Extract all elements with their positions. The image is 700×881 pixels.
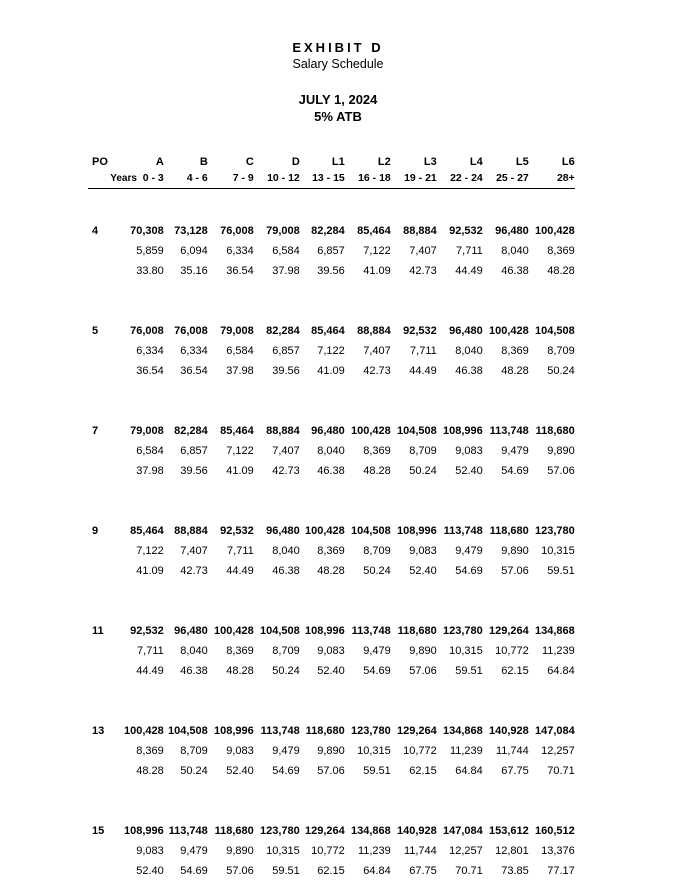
monthly-value: 7,711: [391, 341, 437, 361]
hourly-value: 46.38: [164, 661, 208, 681]
annual-value: 134,868: [345, 821, 391, 841]
hourly-rate-row: [88, 561, 575, 581]
monthly-value: 8,369: [483, 341, 529, 361]
monthly-value: 9,479: [254, 741, 300, 761]
annual-value: 88,884: [164, 521, 208, 541]
hourly-rate-row: [88, 761, 575, 781]
years-label: Years: [110, 173, 137, 184]
po-level: [88, 561, 124, 581]
monthly-salary-row: [88, 841, 575, 861]
annual-value: 153,612: [483, 821, 529, 841]
step-header: D: [254, 148, 300, 168]
effective-date: JULY 1, 2024: [0, 92, 676, 107]
monthly-value: 13,376: [529, 841, 575, 861]
years-range-row: [88, 168, 575, 189]
hourly-value: 48.28: [300, 561, 345, 581]
monthly-value: 10,315: [345, 741, 391, 761]
hourly-value: 36.54: [208, 261, 254, 281]
years-range: 0 - 3: [143, 172, 164, 184]
hourly-value: 54.69: [483, 461, 529, 481]
annual-value: 118,680: [529, 421, 575, 441]
hourly-value: 41.09: [124, 561, 164, 581]
annual-value: 160,512: [529, 821, 575, 841]
annual-value: 129,264: [483, 621, 529, 641]
annual-value: 118,680: [483, 521, 529, 541]
hourly-value: 62.15: [300, 861, 345, 881]
annual-value: 100,428: [345, 421, 391, 441]
years-range: 10 - 12: [254, 168, 300, 189]
monthly-value: 9,083: [437, 441, 483, 461]
annual-value: 100,428: [208, 621, 254, 641]
annual-value: 123,780: [437, 621, 483, 641]
monthly-value: 9,890: [483, 541, 529, 561]
po-level: 13: [88, 721, 124, 741]
hourly-value: 36.54: [124, 361, 164, 381]
hourly-value: 37.98: [208, 361, 254, 381]
annual-value: 129,264: [391, 721, 437, 741]
monthly-salary-row: [88, 341, 575, 361]
hourly-value: 48.28: [208, 661, 254, 681]
hourly-value: 50.24: [529, 361, 575, 381]
po-level: 9: [88, 521, 124, 541]
annual-value: 113,748: [345, 621, 391, 641]
monthly-salary-row: [88, 741, 575, 761]
hourly-value: 39.56: [164, 461, 208, 481]
exhibit-title: EXHIBIT D: [0, 40, 676, 55]
annual-value: 140,928: [391, 821, 437, 841]
hourly-value: 48.28: [529, 261, 575, 281]
step-header: B: [164, 148, 208, 168]
hourly-value: 46.38: [437, 361, 483, 381]
po-level: [88, 441, 124, 461]
hourly-value: 64.84: [529, 661, 575, 681]
group-spacer: [88, 381, 575, 421]
annual-value: 92,532: [124, 621, 164, 641]
monthly-value: 10,772: [300, 841, 345, 861]
po-level: [88, 341, 124, 361]
hourly-value: 37.98: [124, 461, 164, 481]
years-range: 16 - 18: [345, 168, 391, 189]
monthly-value: 7,711: [437, 241, 483, 261]
po-header: PO: [88, 148, 124, 168]
monthly-value: 10,315: [529, 541, 575, 561]
annual-value: 113,748: [164, 821, 208, 841]
monthly-value: 12,257: [529, 741, 575, 761]
monthly-value: 8,369: [208, 641, 254, 661]
monthly-value: 9,083: [300, 641, 345, 661]
hourly-value: 77.17: [529, 861, 575, 881]
hourly-value: 52.40: [208, 761, 254, 781]
annual-value: 108,996: [391, 521, 437, 541]
years-range: 22 - 24: [437, 168, 483, 189]
hourly-value: 57.06: [391, 661, 437, 681]
annual-value: 85,464: [300, 321, 345, 341]
annual-value: 92,532: [208, 521, 254, 541]
hourly-value: 35.16: [164, 261, 208, 281]
column-code-row: [88, 148, 575, 168]
monthly-value: 6,857: [300, 241, 345, 261]
annual-value: 100,428: [124, 721, 164, 741]
step-header: L1: [300, 148, 345, 168]
annual-value: 88,884: [254, 421, 300, 441]
hourly-value: 57.06: [529, 461, 575, 481]
monthly-value: 7,122: [208, 441, 254, 461]
hourly-value: 50.24: [164, 761, 208, 781]
monthly-value: 9,083: [124, 841, 164, 861]
annual-value: 113,748: [254, 721, 300, 741]
hourly-value: 59.51: [529, 561, 575, 581]
hourly-value: 48.28: [483, 361, 529, 381]
spacer-cell: [88, 781, 575, 821]
hourly-value: 67.75: [483, 761, 529, 781]
monthly-value: 10,315: [254, 841, 300, 861]
years-range: 19 - 21: [391, 168, 437, 189]
hourly-value: 42.73: [164, 561, 208, 581]
group-spacer: [88, 189, 575, 222]
po-level: [88, 761, 124, 781]
hourly-value: 41.09: [345, 261, 391, 281]
monthly-value: 5,859: [124, 241, 164, 261]
monthly-value: 7,122: [345, 241, 391, 261]
po-level: [88, 541, 124, 561]
monthly-value: 11,239: [437, 741, 483, 761]
hourly-value: 59.51: [345, 761, 391, 781]
annual-value: 96,480: [254, 521, 300, 541]
po-level: [88, 661, 124, 681]
annual-value: 113,748: [483, 421, 529, 441]
annual-value: 129,264: [300, 821, 345, 841]
annual-salary-row: [88, 221, 575, 241]
monthly-value: 9,479: [164, 841, 208, 861]
monthly-value: 8,369: [300, 541, 345, 561]
po-level: [88, 741, 124, 761]
spacer-cell: [88, 381, 575, 421]
hourly-value: 39.56: [254, 361, 300, 381]
monthly-value: 11,239: [529, 641, 575, 661]
po-level: 7: [88, 421, 124, 441]
monthly-value: 8,040: [254, 541, 300, 561]
monthly-value: 12,801: [483, 841, 529, 861]
hourly-value: 62.15: [483, 661, 529, 681]
annual-value: 134,868: [529, 621, 575, 641]
hourly-value: 42.73: [391, 261, 437, 281]
annual-value: 100,428: [300, 521, 345, 541]
po-level: 5: [88, 321, 124, 341]
hourly-value: 50.24: [391, 461, 437, 481]
hourly-value: 54.69: [345, 661, 391, 681]
monthly-value: 9,479: [437, 541, 483, 561]
hourly-value: 46.38: [483, 261, 529, 281]
monthly-value: 6,334: [124, 341, 164, 361]
step-header: C: [208, 148, 254, 168]
annual-value: 147,084: [529, 721, 575, 741]
monthly-value: 6,584: [124, 441, 164, 461]
spacer-cell: [88, 581, 575, 621]
monthly-value: 7,407: [345, 341, 391, 361]
annual-value: 76,008: [164, 321, 208, 341]
hourly-value: 54.69: [164, 861, 208, 881]
annual-salary-row: [88, 521, 575, 541]
spacer-cell: [88, 189, 575, 222]
years-range: 25 - 27: [483, 168, 529, 189]
po-level: [88, 361, 124, 381]
hourly-value: 41.09: [208, 461, 254, 481]
annual-value: 140,928: [483, 721, 529, 741]
annual-value: 85,464: [208, 421, 254, 441]
po-level: [88, 461, 124, 481]
monthly-value: 6,094: [164, 241, 208, 261]
monthly-value: 9,083: [391, 541, 437, 561]
monthly-value: 8,709: [391, 441, 437, 461]
monthly-value: 10,315: [437, 641, 483, 661]
hourly-value: 70.71: [529, 761, 575, 781]
annual-value: 88,884: [391, 221, 437, 241]
hourly-value: 44.49: [124, 661, 164, 681]
step-header: A: [124, 148, 164, 168]
hourly-value: 64.84: [437, 761, 483, 781]
monthly-value: 6,334: [208, 241, 254, 261]
monthly-value: 7,407: [164, 541, 208, 561]
hourly-value: 57.06: [483, 561, 529, 581]
hourly-value: 64.84: [345, 861, 391, 881]
hourly-rate-row: [88, 361, 575, 381]
annual-value: 100,428: [483, 321, 529, 341]
monthly-value: 9,083: [208, 741, 254, 761]
hourly-value: 46.38: [300, 461, 345, 481]
monthly-salary-row: [88, 641, 575, 661]
monthly-salary-row: [88, 241, 575, 261]
annual-value: 104,508: [164, 721, 208, 741]
hourly-value: 42.73: [254, 461, 300, 481]
annual-salary-row: [88, 821, 575, 841]
hourly-value: 54.69: [437, 561, 483, 581]
hourly-value: 70.71: [437, 861, 483, 881]
annual-value: 96,480: [483, 221, 529, 241]
hourly-rate-row: [88, 261, 575, 281]
monthly-value: 11,239: [345, 841, 391, 861]
monthly-value: 12,257: [437, 841, 483, 861]
annual-value: 104,508: [254, 621, 300, 641]
po-level: [88, 861, 124, 881]
hourly-value: 57.06: [300, 761, 345, 781]
years-range: 4 - 6: [164, 168, 208, 189]
hourly-value: 50.24: [254, 661, 300, 681]
hourly-value: 44.49: [437, 261, 483, 281]
monthly-value: 9,890: [300, 741, 345, 761]
annual-value: 79,008: [254, 221, 300, 241]
monthly-value: 8,709: [345, 541, 391, 561]
monthly-value: 8,369: [124, 741, 164, 761]
po-level: 4: [88, 221, 124, 241]
po-level: [88, 841, 124, 861]
monthly-value: 8,369: [345, 441, 391, 461]
spacer-cell: [88, 481, 575, 521]
annual-value: 92,532: [391, 321, 437, 341]
hourly-value: 59.51: [437, 661, 483, 681]
step-header: L5: [483, 148, 529, 168]
po-level: 11: [88, 621, 124, 641]
step-header: L6: [529, 148, 575, 168]
monthly-value: 7,711: [124, 641, 164, 661]
hourly-value: 42.73: [345, 361, 391, 381]
step-header: L3: [391, 148, 437, 168]
hourly-value: 39.56: [300, 261, 345, 281]
atb-label: 5% ATB: [0, 109, 676, 124]
annual-value: 113,748: [437, 521, 483, 541]
step-header: L4: [437, 148, 483, 168]
po-level: [88, 641, 124, 661]
spacer-cell: [88, 281, 575, 321]
hourly-value: 50.24: [345, 561, 391, 581]
monthly-value: 9,890: [529, 441, 575, 461]
monthly-value: 9,890: [391, 641, 437, 661]
hourly-value: 52.40: [124, 861, 164, 881]
monthly-value: 9,479: [345, 641, 391, 661]
group-spacer: [88, 481, 575, 521]
monthly-value: 10,772: [483, 641, 529, 661]
annual-value: 118,680: [391, 621, 437, 641]
hourly-value: 57.06: [208, 861, 254, 881]
hourly-value: 37.98: [254, 261, 300, 281]
monthly-value: 7,407: [391, 241, 437, 261]
annual-value: 85,464: [345, 221, 391, 241]
annual-value: 108,996: [208, 721, 254, 741]
annual-value: 73,128: [164, 221, 208, 241]
po-level: [88, 241, 124, 261]
annual-value: 104,508: [345, 521, 391, 541]
hourly-value: 52.40: [437, 461, 483, 481]
monthly-value: 6,857: [254, 341, 300, 361]
annual-value: 96,480: [300, 421, 345, 441]
monthly-value: 11,744: [391, 841, 437, 861]
hourly-value: 59.51: [254, 861, 300, 881]
annual-value: 123,780: [345, 721, 391, 741]
monthly-value: 8,040: [164, 641, 208, 661]
annual-value: 104,508: [391, 421, 437, 441]
annual-value: 92,532: [437, 221, 483, 241]
annual-value: 82,284: [300, 221, 345, 241]
annual-value: 82,284: [164, 421, 208, 441]
monthly-salary-row: [88, 541, 575, 561]
hourly-value: 48.28: [345, 461, 391, 481]
hourly-value: 52.40: [391, 561, 437, 581]
annual-salary-row: [88, 621, 575, 641]
group-spacer: [88, 681, 575, 721]
annual-value: 76,008: [124, 321, 164, 341]
monthly-value: 6,584: [208, 341, 254, 361]
monthly-value: 11,744: [483, 741, 529, 761]
monthly-value: 6,334: [164, 341, 208, 361]
hourly-rate-row: [88, 461, 575, 481]
annual-value: 79,008: [208, 321, 254, 341]
step-header: L2: [345, 148, 391, 168]
monthly-value: 8,709: [164, 741, 208, 761]
annual-value: 108,996: [300, 621, 345, 641]
annual-value: 118,680: [208, 821, 254, 841]
monthly-value: 7,407: [254, 441, 300, 461]
monthly-value: 8,369: [529, 241, 575, 261]
annual-value: 82,284: [254, 321, 300, 341]
annual-value: 147,084: [437, 821, 483, 841]
hourly-value: 44.49: [208, 561, 254, 581]
annual-salary-row: [88, 721, 575, 741]
annual-value: 70,308: [124, 221, 164, 241]
monthly-value: 8,709: [529, 341, 575, 361]
annual-value: 100,428: [529, 221, 575, 241]
annual-value: 96,480: [164, 621, 208, 641]
group-spacer: [88, 581, 575, 621]
annual-value: 108,996: [437, 421, 483, 441]
hourly-value: 48.28: [124, 761, 164, 781]
salary-schedule-table: [88, 148, 575, 881]
years-range-cell: [88, 168, 164, 189]
annual-value: 104,508: [529, 321, 575, 341]
annual-value: 123,780: [254, 821, 300, 841]
annual-value: 88,884: [345, 321, 391, 341]
schedule-body: [88, 189, 575, 881]
monthly-value: 8,040: [483, 241, 529, 261]
monthly-value: 6,584: [254, 241, 300, 261]
years-range: 7 - 9: [208, 168, 254, 189]
annual-salary-row: [88, 421, 575, 441]
annual-value: 85,464: [124, 521, 164, 541]
group-spacer: [88, 781, 575, 821]
annual-value: 96,480: [437, 321, 483, 341]
monthly-value: 7,122: [300, 341, 345, 361]
years-range: 13 - 15: [300, 168, 345, 189]
monthly-value: 6,857: [164, 441, 208, 461]
annual-value: 118,680: [300, 721, 345, 741]
hourly-rate-row: [88, 861, 575, 881]
annual-salary-row: [88, 321, 575, 341]
annual-value: 76,008: [208, 221, 254, 241]
years-range: 28+: [529, 168, 575, 189]
monthly-value: 8,040: [437, 341, 483, 361]
hourly-rate-row: [88, 661, 575, 681]
monthly-value: 8,040: [300, 441, 345, 461]
annual-value: 123,780: [529, 521, 575, 541]
annual-value: 134,868: [437, 721, 483, 741]
hourly-value: 36.54: [164, 361, 208, 381]
hourly-value: 54.69: [254, 761, 300, 781]
hourly-value: 41.09: [300, 361, 345, 381]
monthly-salary-row: [88, 441, 575, 461]
po-level: 15: [88, 821, 124, 841]
monthly-value: 10,772: [391, 741, 437, 761]
monthly-value: 9,890: [208, 841, 254, 861]
monthly-value: 7,122: [124, 541, 164, 561]
hourly-value: 73.85: [483, 861, 529, 881]
hourly-value: 33.80: [124, 261, 164, 281]
hourly-value: 67.75: [391, 861, 437, 881]
group-spacer: [88, 281, 575, 321]
monthly-value: 7,711: [208, 541, 254, 561]
spacer-cell: [88, 681, 575, 721]
hourly-value: 44.49: [391, 361, 437, 381]
annual-value: 108,996: [124, 821, 164, 841]
page-subtitle: Salary Schedule: [0, 57, 676, 71]
hourly-value: 52.40: [300, 661, 345, 681]
po-level: [88, 261, 124, 281]
annual-value: 79,008: [124, 421, 164, 441]
hourly-value: 46.38: [254, 561, 300, 581]
monthly-value: 8,709: [254, 641, 300, 661]
hourly-value: 62.15: [391, 761, 437, 781]
monthly-value: 9,479: [483, 441, 529, 461]
